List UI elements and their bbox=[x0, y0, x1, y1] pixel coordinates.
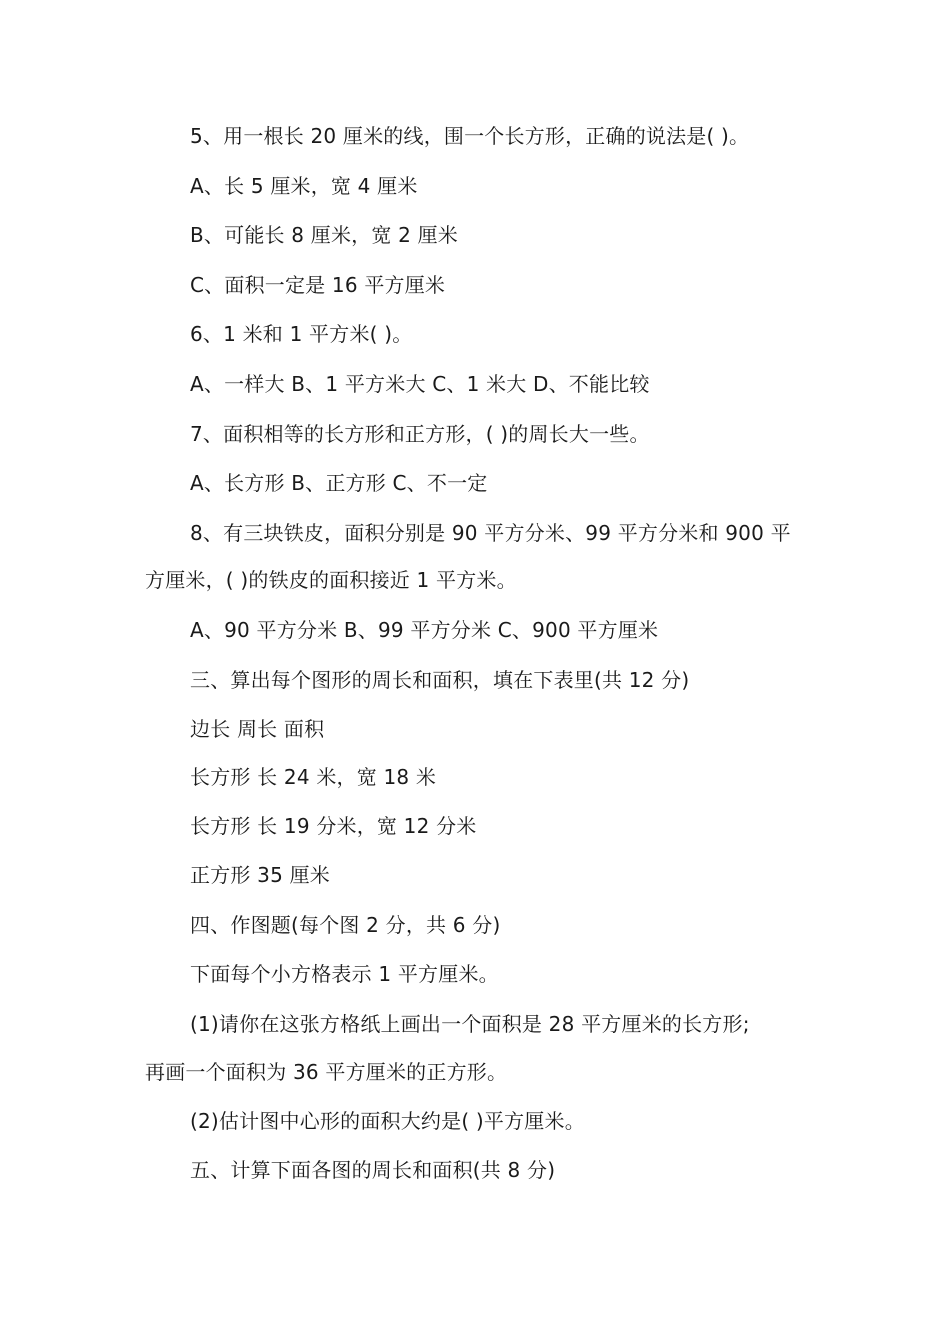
question-7-options: A、长方形 B、正方形 C、不一定 bbox=[190, 471, 488, 495]
table-row-square: 正方形 35 厘米 bbox=[190, 863, 330, 887]
question-6-options: A、一样大 B、1 平方米大 C、1 米大 D、不能比较 bbox=[190, 372, 650, 396]
section-4-task-1-continued: 再画一个面积为 36 平方厘米的正方形。 bbox=[145, 1060, 508, 1084]
section-4-instruction: 下面每个小方格表示 1 平方厘米。 bbox=[190, 962, 499, 986]
table-header-row: 边长 周长 面积 bbox=[190, 717, 325, 741]
question-7: 7、面积相等的长方形和正方形，( )的周长大一些。 bbox=[190, 422, 650, 446]
section-3-heading: 三、算出每个图形的周长和面积，填在下表里(共 12 分) bbox=[190, 668, 690, 692]
section-4-task-2: (2)估计图中心形的面积大约是( )平方厘米。 bbox=[190, 1109, 585, 1133]
question-5-option-b: B、可能长 8 厘米，宽 2 厘米 bbox=[190, 223, 458, 247]
question-8-continued: 方厘米，( )的铁皮的面积接近 1 平方米。 bbox=[145, 568, 517, 592]
question-8: 8、有三块铁皮，面积分别是 90 平方分米、99 平方分米和 900 平 bbox=[190, 521, 791, 545]
section-4-task-1: (1)请你在这张方格纸上画出一个面积是 28 平方厘米的长方形; bbox=[190, 1012, 750, 1036]
section-4-heading: 四、作图题(每个图 2 分，共 6 分) bbox=[190, 913, 501, 937]
section-5-heading: 五、计算下面各图的周长和面积(共 8 分) bbox=[190, 1158, 556, 1182]
table-row-rectangle-2: 长方形 长 19 分米，宽 12 分米 bbox=[190, 814, 477, 838]
question-5-option-a: A、长 5 厘米，宽 4 厘米 bbox=[190, 174, 418, 198]
question-6: 6、1 米和 1 平方米( )。 bbox=[190, 322, 413, 346]
question-5-option-c: C、面积一定是 16 平方厘米 bbox=[190, 273, 446, 297]
question-5: 5、用一根长 20 厘米的线，围一个长方形，正确的说法是( )。 bbox=[190, 124, 750, 148]
question-8-options: A、90 平方分米 B、99 平方分米 C、900 平方厘米 bbox=[190, 618, 659, 642]
table-row-rectangle-1: 长方形 长 24 米，宽 18 米 bbox=[190, 765, 437, 789]
